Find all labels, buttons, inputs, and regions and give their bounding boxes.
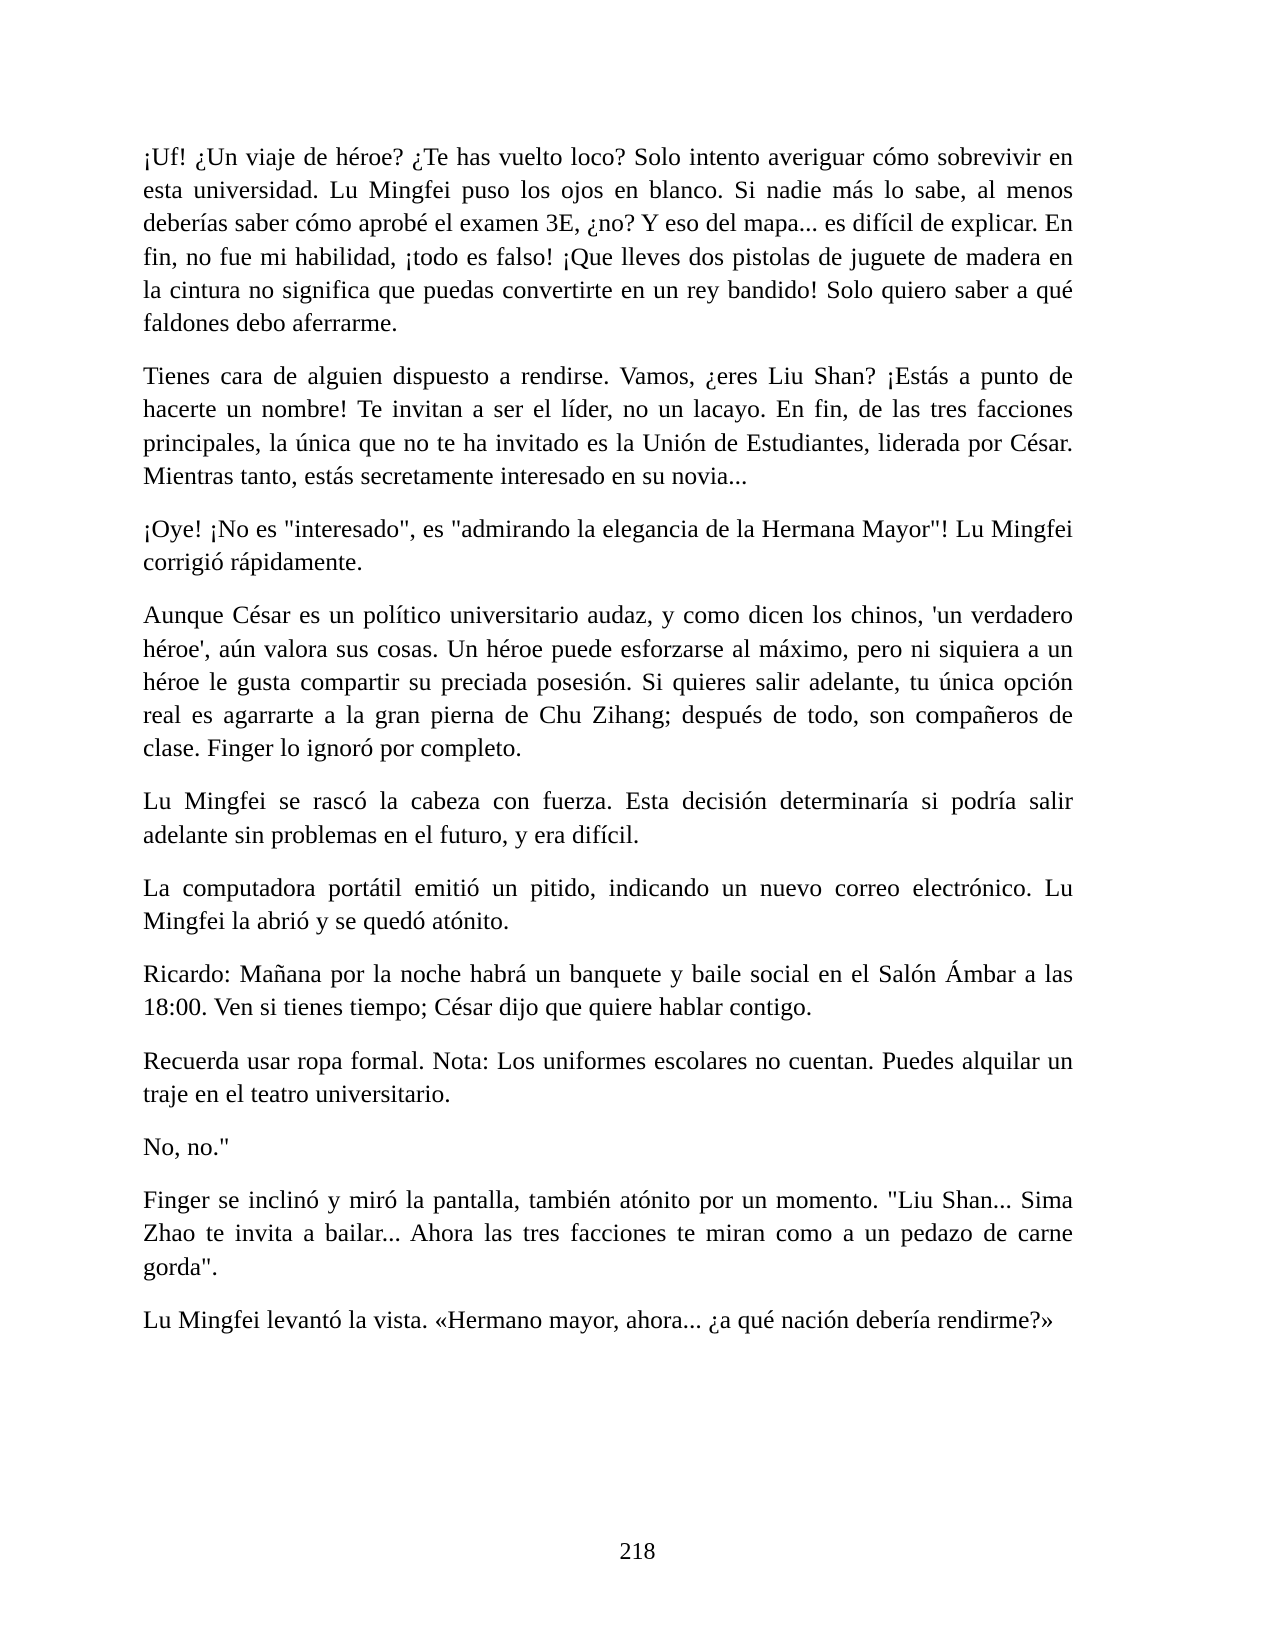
body-paragraph-10: Finger se inclinó y miró la pantalla, también atónito por un momento. "Liu Shan... Sima Zhao te invita a bailar... Ahora las tres facciones te miran como a un pedazo de carne gorda".	[143, 1185, 1073, 1281]
body-paragraph-8: Recuerda usar ropa formal. Nota: Los uniformes escolares no cuentan. Puedes alquilar un traje en el teatro universitario.	[143, 1045, 1073, 1108]
body-paragraph-9: No, no."	[143, 1132, 230, 1162]
body-paragraph-2: Tienes cara de alguien dispuesto a rendirse. Vamos, ¿eres Liu Shan? ¡Estás a punto de hacerte un nombre! Te invitan a ser el líder, no un lacayo. En fin, de las tres facciones principales, la única que no te ha invitado es la Unión de Estudiantes, liderada por César. Mientras tanto, estás secretamente interesado en su novia...	[143, 361, 1073, 490]
body-text-column	[143, 140, 1073, 1336]
body-paragraph-11: Lu Mingfei levantó la vista. «Hermano mayor, ahora... ¿a qué nación debería rendirme?»	[143, 1304, 1054, 1334]
body-paragraph-3: ¡Oye! ¡No es "interesado", es "admirando la elegancia de la Hermana Mayor"! Lu Mingfei corrigió rápidamente.	[143, 514, 1073, 577]
body-paragraph-1: ¡Uf! ¿Un viaje de héroe? ¿Te has vuelto loco? Solo intento averiguar cómo sobrevivir en esta universidad. Lu Mingfei puso los ojos en blanco. Si nadie más lo sabe, al menos deberías saber cómo aprobé el examen 3E, ¿no? Y eso del mapa... es difícil de explicar. En fin, no fue mi habilidad, ¡todo es falso! ¡Que lleves dos pistolas de juguete de madera en la cintura no significa que puedas convertirte en un rey bandido! Solo quiero saber a qué faldones debo aferrarme.	[143, 142, 1073, 338]
page-number: 218	[619, 1539, 656, 1565]
body-paragraph-4: Aunque César es un político universitario audaz, y como dicen los chinos, 'un verdadero héroe', aún valora sus cosas. Un héroe puede esforzarse al máximo, pero ni siquiera a un héroe le gusta compartir su preciada posesión. Si quieres salir adelante, tu única opción real es agarrarte a la gran pierna de Chu Zihang; después de todo, son compañeros de clase. Finger lo ignoró por completo.	[143, 600, 1073, 763]
body-paragraph-7: Ricardo: Mañana por la noche habrá un banquete y baile social en el Salón Ámbar a las 18:00. Ven si tienes tiempo; César dijo que quiere hablar contigo.	[143, 959, 1073, 1022]
body-paragraph-5: Lu Mingfei se rascó la cabeza con fuerza. Esta decisión determinaría si podría salir adelante sin problemas en el futuro, y era difícil.	[143, 786, 1073, 849]
body-paragraph-6: La computadora portátil emitió un pitido, indicando un nuevo correo electrónico. Lu Mingfei la abrió y se quedó atónito.	[143, 872, 1073, 936]
